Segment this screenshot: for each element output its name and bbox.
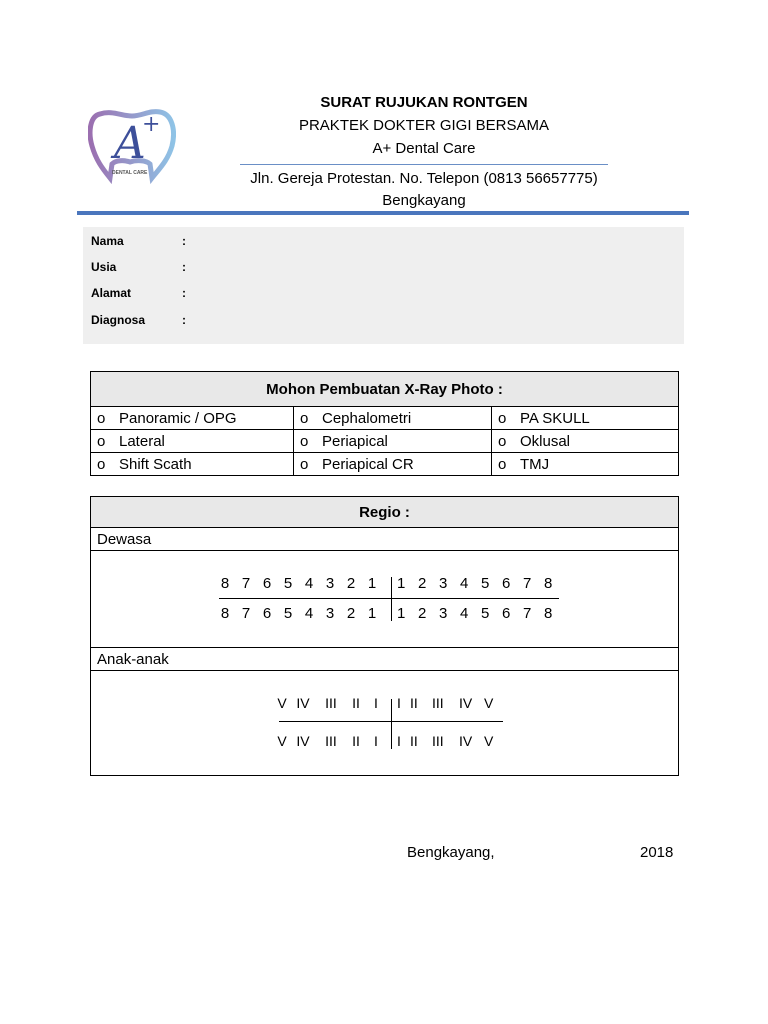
tooth-lower-right[interactable]: 6 [502, 605, 511, 622]
xray-option[interactable] [91, 453, 294, 476]
tooth-upper-left[interactable]: IV [296, 695, 310, 711]
tooth-upper-left[interactable]: 7 [241, 575, 251, 592]
tooth-upper-left[interactable]: 2 [346, 575, 356, 592]
field-colon: : [182, 260, 186, 274]
tooth-lower-right[interactable]: 5 [481, 605, 490, 622]
tooth-upper-right[interactable]: 7 [523, 575, 532, 592]
checkbox-icon[interactable]: o [97, 455, 106, 473]
tooth-lower-left[interactable]: 1 [367, 605, 377, 622]
clinic-address: Jln. Gereja Protestan. No. Telepon (0813 56657775) [250, 170, 598, 187]
patient-info [83, 227, 684, 344]
xray-option[interactable] [294, 407, 492, 430]
field-colon: : [182, 313, 186, 327]
tooth-lower-right[interactable]: 3 [439, 605, 448, 622]
tooth-upper-right[interactable]: IV [459, 695, 473, 711]
tooth-lower-right[interactable]: 7 [523, 605, 532, 622]
tooth-upper-right[interactable]: 8 [544, 575, 553, 592]
xray-heading: Mohon Pembuatan X-Ray Photo : [91, 372, 679, 407]
tooth-upper-right[interactable]: II [410, 695, 418, 711]
tooth-lower-left[interactable]: 3 [325, 605, 335, 622]
option-label: Panoramic / OPG [119, 409, 237, 427]
option-label: Periapical [322, 432, 388, 450]
logo-plus: + [142, 112, 161, 137]
tooth-upper-left[interactable]: 5 [283, 575, 293, 592]
option-label: Periapical CR [322, 455, 414, 473]
xray-option[interactable] [492, 430, 679, 453]
checkbox-icon[interactable]: o [498, 409, 507, 427]
tooth-lower-right[interactable]: V [484, 733, 494, 749]
tooth-upper-right[interactable]: I [397, 695, 401, 711]
letter-title: SURAT RUJUKAN RONTGEN [320, 94, 528, 111]
tooth-lower-right[interactable]: IV [459, 733, 473, 749]
field-colon: : [182, 234, 186, 248]
xray-option[interactable] [294, 453, 492, 476]
checkbox-icon[interactable]: o [300, 409, 309, 427]
option-label: Lateral [119, 432, 165, 450]
regio-heading: Regio : [91, 497, 679, 528]
header-rule [77, 211, 689, 215]
tooth-upper-left[interactable]: 6 [262, 575, 272, 592]
regio-table [90, 496, 679, 776]
tooth-lower-left[interactable]: IV [296, 733, 310, 749]
tooth-lower-left[interactable]: III [325, 733, 337, 749]
adult-label: Dewasa [91, 528, 679, 551]
xray-option[interactable] [91, 407, 294, 430]
tooth-upper-left[interactable]: V [277, 695, 287, 711]
tooth-lower-left[interactable]: 5 [283, 605, 293, 622]
tooth-lower-left[interactable]: I [374, 733, 378, 749]
adult-tooth-chart [91, 551, 679, 648]
clinic-name: PRAKTEK DOKTER GIGI BERSAMA [298, 117, 550, 134]
tooth-upper-right[interactable]: 2 [418, 575, 427, 592]
tooth-lower-right[interactable]: 8 [544, 605, 553, 622]
xray-request-table [90, 371, 679, 476]
tooth-lower-right[interactable]: I [397, 733, 401, 749]
clinic-city: Bengkayang [382, 192, 466, 209]
option-label: Cephalometri [322, 409, 412, 427]
field-label: Usia [91, 260, 117, 274]
logo-caption: DENTAL CARE [112, 170, 148, 176]
signature-city: Bengkayang, [407, 844, 495, 861]
field-colon: : [182, 286, 186, 300]
clinic-logo [88, 106, 176, 194]
field-label: Alamat [91, 286, 132, 300]
quadrant-horizontal-line [219, 598, 559, 599]
tooth-lower-left[interactable]: 6 [262, 605, 272, 622]
tooth-lower-right[interactable]: 2 [418, 605, 427, 622]
child-tooth-chart [91, 671, 679, 776]
tooth-upper-right[interactable]: 5 [481, 575, 490, 592]
tooth-upper-left[interactable]: I [374, 695, 378, 711]
checkbox-icon[interactable]: o [498, 432, 507, 450]
tooth-lower-right[interactable]: II [410, 733, 418, 749]
tooth-upper-right[interactable]: 1 [397, 575, 406, 592]
tooth-upper-left[interactable]: 3 [325, 575, 335, 592]
tooth-upper-left[interactable]: 8 [220, 575, 230, 592]
tooth-lower-left[interactable]: 2 [346, 605, 356, 622]
xray-option[interactable] [492, 407, 679, 430]
tooth-upper-right[interactable]: 6 [502, 575, 511, 592]
tooth-upper-left[interactable]: 1 [367, 575, 377, 592]
tooth-upper-left[interactable]: II [352, 695, 360, 711]
signature-year: 2018 [640, 844, 674, 861]
option-label: PA SKULL [520, 409, 590, 427]
tooth-upper-right[interactable]: V [484, 695, 494, 711]
tooth-lower-right[interactable]: III [432, 733, 444, 749]
quadrant-vertical-line [391, 577, 392, 621]
tooth-lower-left[interactable]: 8 [220, 605, 230, 622]
tooth-lower-left[interactable]: 4 [304, 605, 314, 622]
tooth-upper-right[interactable]: 3 [439, 575, 448, 592]
xray-option[interactable] [91, 430, 294, 453]
xray-option[interactable] [492, 453, 679, 476]
option-label: TMJ [520, 455, 550, 473]
field-label: Nama [91, 234, 124, 248]
checkbox-icon[interactable]: o [97, 409, 106, 427]
tooth-upper-left[interactable]: 4 [304, 575, 314, 592]
option-label: Oklusal [520, 432, 571, 450]
tooth-lower-right[interactable]: 1 [397, 605, 406, 622]
tooth-lower-left[interactable]: 7 [241, 605, 251, 622]
option-label: Shift Scath [119, 455, 192, 473]
quadrant-vertical-line [391, 699, 392, 749]
tooth-upper-right[interactable]: III [432, 695, 444, 711]
brand-name: A+ Dental Care [372, 140, 476, 157]
field-label: Diagnosa [91, 313, 146, 327]
tooth-upper-left[interactable]: III [325, 695, 337, 711]
tooth-lower-left[interactable]: V [277, 733, 287, 749]
logo-mark: A [114, 118, 146, 169]
checkbox-icon[interactable]: o [97, 432, 106, 450]
tooth-lower-left[interactable]: II [352, 733, 360, 749]
tooth-lower-right[interactable]: 4 [460, 605, 469, 622]
checkbox-icon[interactable]: o [300, 455, 309, 473]
child-label: Anak-anak [91, 648, 679, 671]
checkbox-icon[interactable]: o [498, 455, 507, 473]
xray-option[interactable] [294, 430, 492, 453]
tooth-upper-right[interactable]: 4 [460, 575, 469, 592]
header-divider [240, 164, 608, 165]
checkbox-icon[interactable]: o [300, 432, 309, 450]
